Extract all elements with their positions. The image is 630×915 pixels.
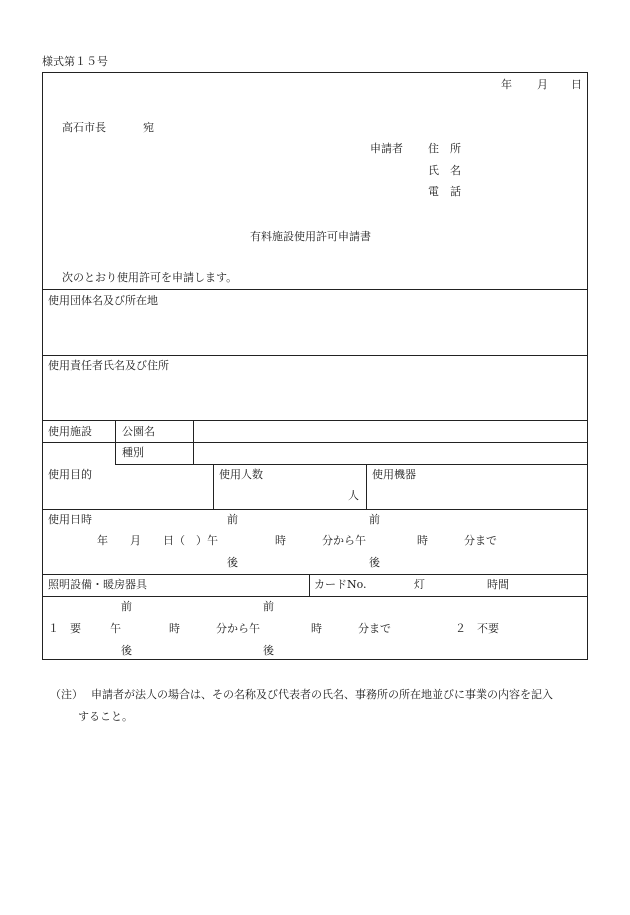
date-year: 年 <box>501 78 512 91</box>
date-day: 日 <box>571 78 582 91</box>
lighting-noon-1: 午 <box>110 622 121 635</box>
purpose-label: 使用目的 <box>48 468 92 481</box>
note-label: （注） <box>50 688 83 701</box>
divider <box>193 420 194 464</box>
divider <box>43 596 588 597</box>
intro-text: 次のとおり使用許可を申請します。 <box>62 271 238 284</box>
form-title: 有料施設使用許可申請書 <box>250 230 371 243</box>
lighting-from: 分から午 <box>216 622 260 635</box>
equipment-label: 使用機器 <box>372 468 416 481</box>
lighting-hours-label: 時間 <box>487 578 509 591</box>
divider <box>115 464 588 465</box>
datetime-label: 使用日時 <box>48 513 92 526</box>
divider <box>366 464 367 509</box>
divider <box>43 420 588 421</box>
addressee-mayor: 高石市長 <box>62 121 106 134</box>
lighting-need-option: １ 要 <box>48 622 81 635</box>
datetime-post-1: 後 <box>227 556 238 569</box>
applicant-label: 申請者 <box>370 142 403 155</box>
divider <box>43 509 588 510</box>
datetime-ante-1: 前 <box>227 513 238 526</box>
lighting-lamp-label: 灯 <box>414 578 425 591</box>
form-number: 様式第１５号 <box>42 55 108 68</box>
lighting-no-need-option: ２ 不要 <box>455 622 499 635</box>
datetime-until: 分まで <box>464 534 497 547</box>
lighting-card-label: カードNo. <box>314 578 367 591</box>
facility-label: 使用施設 <box>48 425 92 438</box>
group-field-label: 使用団体名及び所在地 <box>48 294 158 307</box>
datetime-ante-2: 前 <box>369 513 380 526</box>
datetime-date-line: 年 月 日（ ）午 <box>97 534 218 547</box>
facility-park-label: 公園名 <box>122 425 155 438</box>
divider <box>213 464 214 509</box>
lighting-ante-2: 前 <box>263 600 274 613</box>
datetime-from: 分から午 <box>322 534 366 547</box>
datetime-hour-2: 時 <box>417 534 428 547</box>
facility-type-label: 種別 <box>122 446 144 459</box>
applicant-address-label: 住 所 <box>428 142 461 155</box>
note-line-2: すること。 <box>78 710 133 723</box>
divider <box>43 289 588 290</box>
divider <box>43 574 588 575</box>
note-line-1: 申請者が法人の場合は、その名称及び代表者の氏名、事務所の所在地並びに事業の内容を記入 <box>91 688 553 701</box>
applicant-name-label: 氏 名 <box>428 164 461 177</box>
divider <box>43 442 588 443</box>
headcount-label: 使用人数 <box>219 468 263 481</box>
lighting-label: 照明設備・暖房器具 <box>48 578 147 591</box>
date-month: 月 <box>537 78 548 91</box>
lighting-post-2: 後 <box>263 644 274 657</box>
divider <box>115 420 116 464</box>
addressee-honorific: 宛 <box>143 121 154 134</box>
headcount-unit: 人 <box>348 489 359 502</box>
lighting-ante-1: 前 <box>121 600 132 613</box>
divider <box>43 355 588 356</box>
lighting-post-1: 後 <box>121 644 132 657</box>
lighting-hour-1: 時 <box>169 622 180 635</box>
datetime-post-2: 後 <box>369 556 380 569</box>
lighting-until: 分まで <box>358 622 391 635</box>
lighting-hour-2: 時 <box>311 622 322 635</box>
divider <box>309 574 310 596</box>
responsible-field-label: 使用責任者氏名及び住所 <box>48 359 169 372</box>
applicant-phone-label: 電 話 <box>428 185 461 198</box>
datetime-hour-1: 時 <box>275 534 286 547</box>
